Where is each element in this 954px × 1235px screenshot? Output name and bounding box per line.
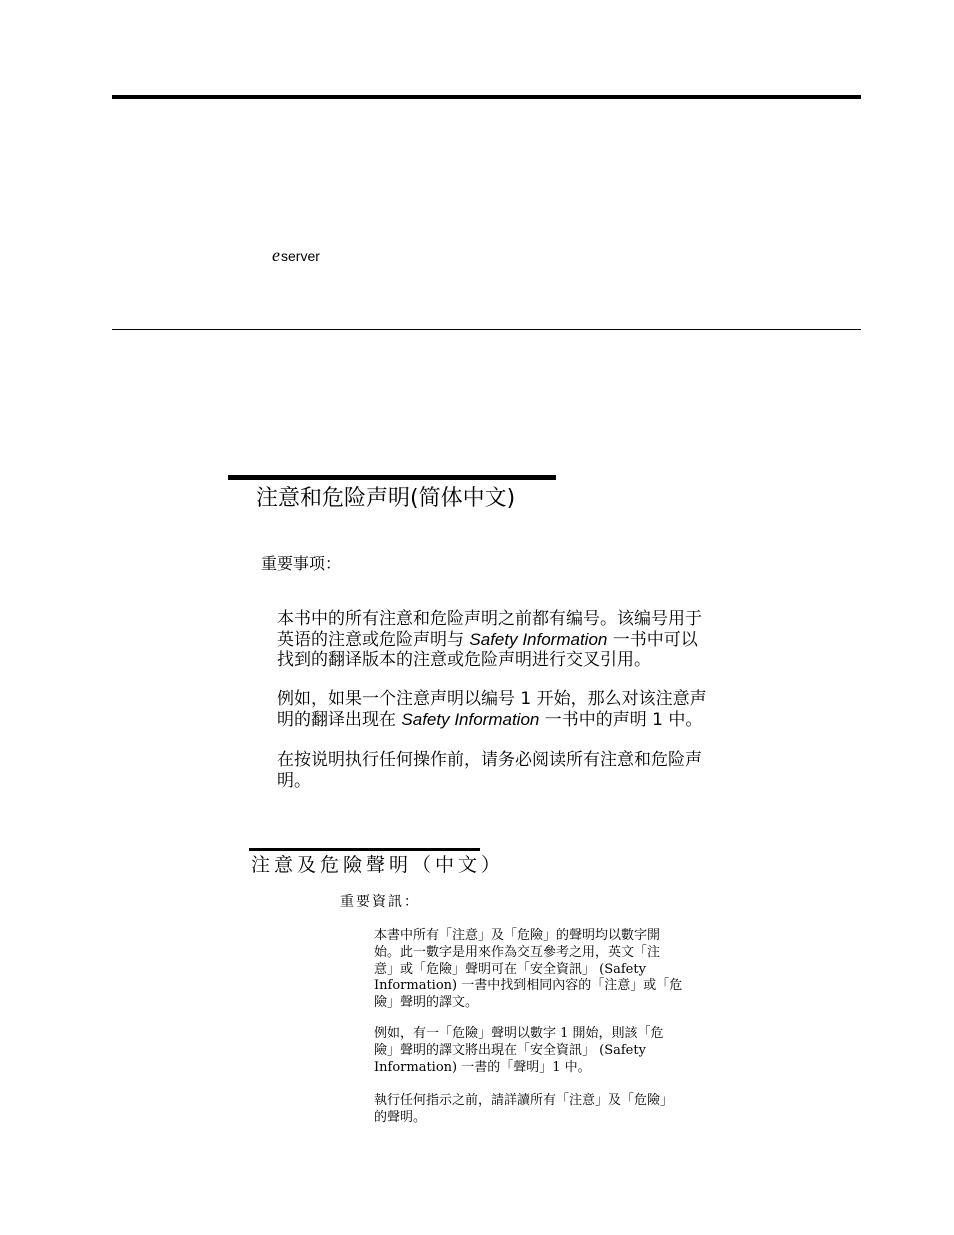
traditional-p1-line-4: Information) 一書中找到相同內容的「注意」或「危 xyxy=(374,978,683,994)
simplified-p3-line-2: 明。 xyxy=(277,770,311,791)
simplified-paragraph-3 xyxy=(277,750,757,791)
traditional-p2-line-3: Information) 一書的「聲明」1 中。 xyxy=(374,1059,591,1075)
simplified-p2-line-2-post: 一书中的声明 1 中。 xyxy=(539,709,703,730)
simplified-p2-line-2-pre: 明的翻译出现在 xyxy=(277,709,402,730)
simplified-section-title: 注意和危险声明(简体中文) xyxy=(256,486,516,511)
simplified-p2-line-2 xyxy=(277,710,757,731)
traditional-important-label: 重要資訊： xyxy=(340,894,420,910)
traditional-p2-line-2: 險」聲明的譯文將出現在「安全資訊」 (Safety xyxy=(374,1042,646,1058)
traditional-p2-line-1: 例如，有一「危險」聲明以數字 1 開始，則該「危 xyxy=(374,1026,664,1041)
simplified-section-bar xyxy=(228,475,556,480)
header-divider xyxy=(112,329,861,330)
simplified-paragraph-1 xyxy=(277,609,757,671)
simplified-important-label: 重要事项： xyxy=(261,554,342,573)
traditional-section-title: 注意及危險聲明（中文） xyxy=(251,854,505,876)
simplified-p2-line-1: 例如，如果一个注意声明以编号 1 开始，那么对该注意声 xyxy=(277,689,707,709)
traditional-paragraph-3 xyxy=(374,1093,754,1127)
top-rule xyxy=(112,95,861,99)
safety-information-title: Safety Information xyxy=(469,629,608,649)
simplified-p1-line-2 xyxy=(277,630,757,651)
eserver-logo-mark: e xyxy=(272,245,280,265)
simplified-p3-line-1: 在按说明执行任何操作前，请务必阅读所有注意和危险声 xyxy=(277,750,702,770)
traditional-section-bar xyxy=(249,848,480,851)
simplified-paragraph-2 xyxy=(277,689,757,730)
simplified-p1-line-2-post: 一书中可以 xyxy=(607,629,698,650)
safety-information-title: Safety Information xyxy=(401,709,540,729)
simplified-p1-line-2-pre: 英语的注意或危险声明与 xyxy=(277,629,470,650)
traditional-p1-line-5: 險」聲明的譯文。 xyxy=(374,995,479,1011)
eserver-logo-text: server xyxy=(281,248,320,264)
traditional-paragraph-2 xyxy=(374,1026,754,1076)
traditional-p3-line-2: 的聲明。 xyxy=(374,1109,427,1125)
simplified-p1-line-1: 本书中的所有注意和危险声明之前都有编号。该编号用于 xyxy=(277,609,702,629)
traditional-p1-line-2: 始。此一數字是用來作為交互參考之用，英文「注 xyxy=(374,944,661,960)
traditional-p3-line-1: 執行任何指示之前，請詳讀所有「注意」及「危險」 xyxy=(374,1093,674,1108)
traditional-p1-line-1: 本書中所有「注意」及「危險」的聲明均以數字開 xyxy=(374,928,661,943)
simplified-p1-line-3: 找到的翻译版本的注意或危险声明进行交叉引用。 xyxy=(277,650,651,670)
eserver-logo xyxy=(272,246,320,265)
traditional-paragraph-1 xyxy=(374,928,754,1012)
traditional-p1-line-3: 意」或「危險」聲明可在「安全資訊」 (Safety xyxy=(374,961,646,977)
